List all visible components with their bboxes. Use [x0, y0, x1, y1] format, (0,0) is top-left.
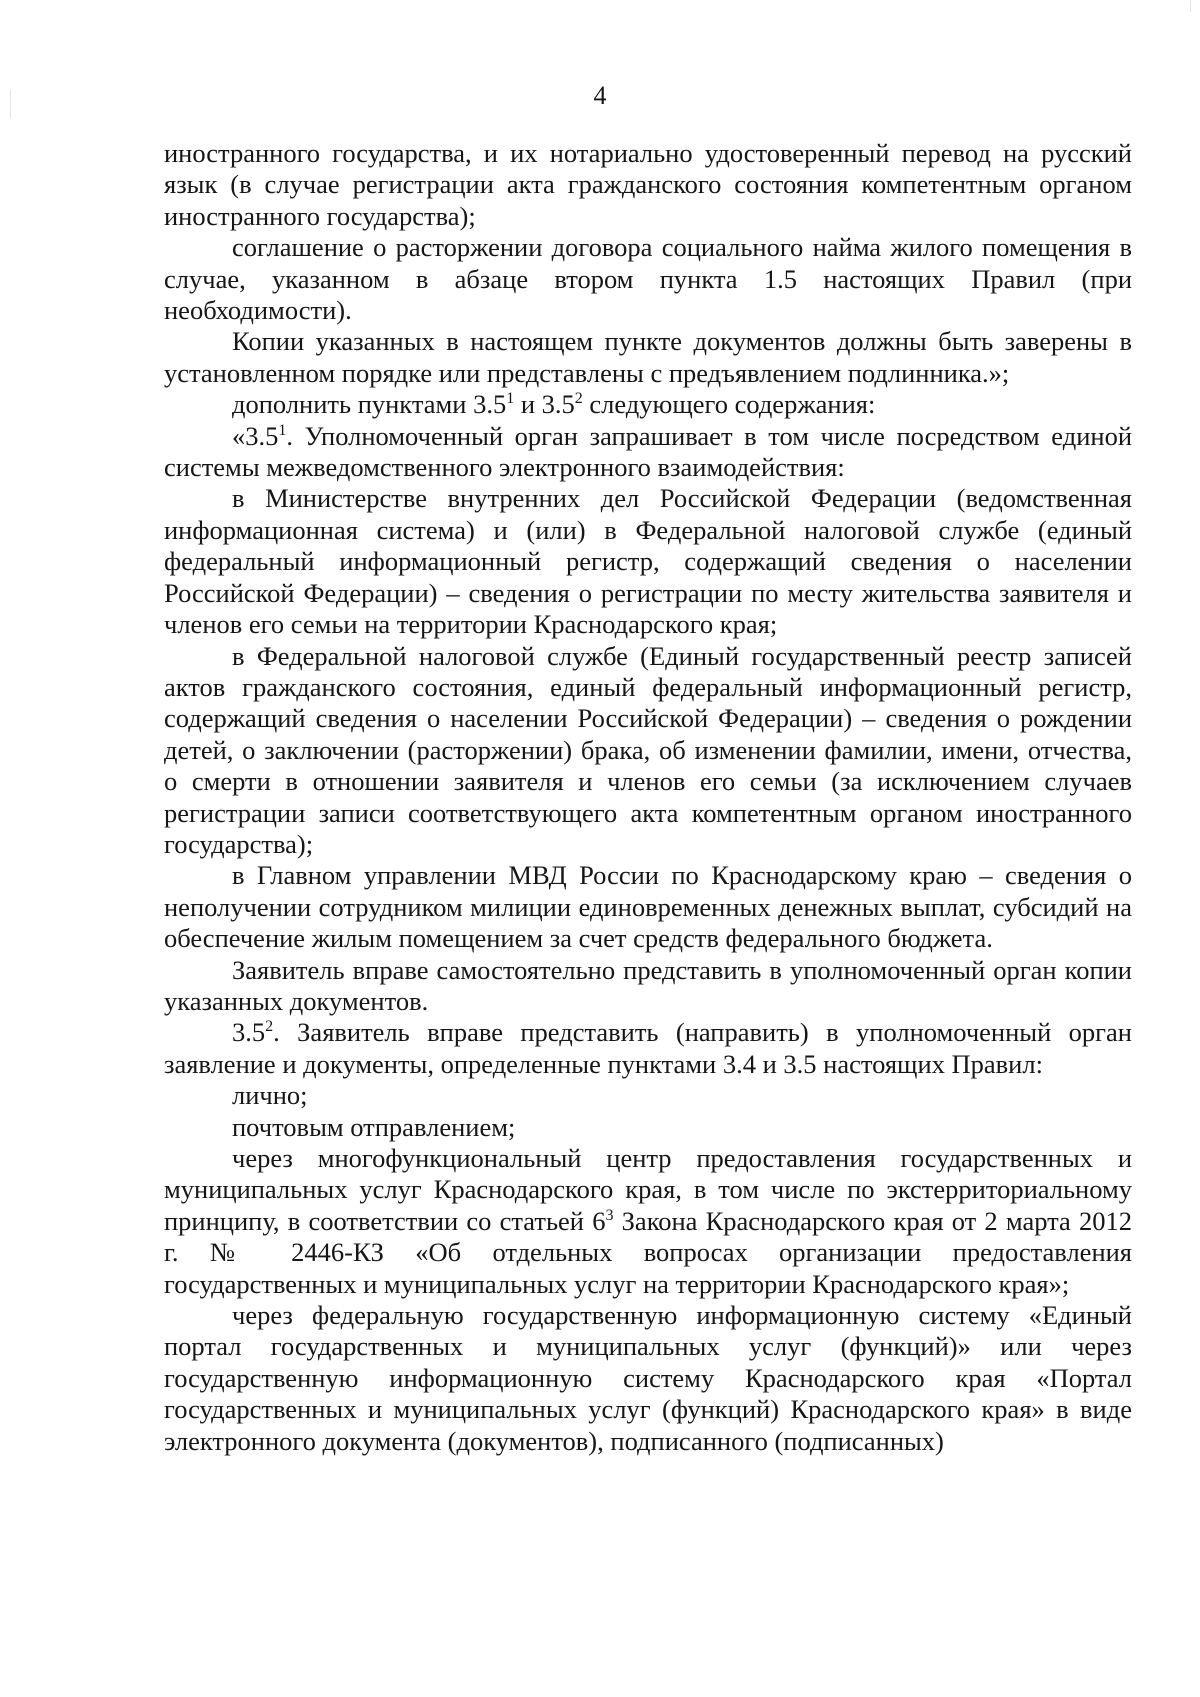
paragraph-text: . Заявитель вправе представить (направить) в уполномоченный орган заявление и документы, определенные пунктами 3.4 и 3.5 настоящих Правил: [164, 1017, 1132, 1079]
document-paragraph [164, 389, 1132, 420]
document-paragraph [164, 1017, 1132, 1080]
document-paragraph: иностранного государства, и их нотариально удостоверенный перевод на русский язык (в случае регистрации акта гражданского состояния компетентным органом иностранного государства); [164, 138, 1132, 231]
superscript: 1 [278, 421, 287, 439]
superscript: 2 [574, 390, 583, 408]
document-paragraph: в Главном управлении МВД России по Краснодарскому краю – сведения о неполучении сотрудником милиции единовременных денежных выплат, субсидий на обеспечение жилым помещением за счет средств федерального бюджета. [164, 860, 1132, 954]
document-paragraph: почтовым отправлением; [232, 1111, 516, 1142]
paragraph-text: и 3.5 [514, 389, 575, 420]
paragraph-text: 3.5 [232, 1017, 266, 1048]
page-number: 4 [593, 81, 607, 110]
superscript: 1 [506, 390, 515, 408]
document-body [164, 138, 1132, 1457]
superscript: 2 [265, 1018, 274, 1036]
paragraph-text: дополнить пунктами 3.5 [232, 389, 507, 420]
document-paragraph: через федеральную государственную информационную систему «Единый портал государственных и муниципальных услуг (функций)» или через государственную информационную систему Краснодарского края «Портал государственных и муниципальных услуг (функций) Краснодарского края» в виде электронного документа (документов), подписанного (подписанных) [164, 1300, 1132, 1456]
document-paragraph: в Министерстве внутренних дел Российской Федерации (ведомственная информационная система) и (или) в Федеральной налоговой службе (единый федеральный информационный регистр, содержащий сведения о населении Российской Федерации) – сведения о регистрации по месту жительства заявителя и членов его семьи на территории Краснодарского края; [164, 483, 1132, 640]
paragraph-text: . Уполномоченный орган запрашивает в том числе посредством единой системы межведомственного электронного взаимодействия: [164, 420, 1132, 483]
paragraph-text: следующего содержания: [582, 389, 876, 420]
paragraph-text: «3.5 [232, 420, 279, 451]
superscript: 3 [605, 1206, 614, 1224]
document-paragraph: Копии указанных в настоящем пункте документов должны быть заверены в установленном порядке или представлены с предъявлением подлинника.»; [164, 326, 1132, 388]
paragraph-text: Закона Краснодарского края от 2 марта 2012 г. № 2446-КЗ «Об отдельных вопросах организации предоставления государственных и муниципальных услуг на территории Краснодарского края»; [164, 1205, 1132, 1299]
document-paragraph: Заявитель вправе самостоятельно представить в уполномоченный орган копии указанных документов. [164, 954, 1132, 1016]
document-paragraph [164, 421, 1132, 484]
scan-edge-mark [1190, 0, 1191, 12]
paragraph-text: через многофункциональный центр предоставления государственных и муниципальных услуг Краснодарского края, в том числе по экстерриториальному принципу, в соответствии со статьей 6 [164, 1143, 1132, 1236]
document-paragraph: в Федеральной налоговой службе (Единый государственный реестр записей актов гражданского состояния, единый федеральный информационный регистр, содержащий сведения о населении Российской Федерации) – сведения о рождении детей, о заключении (расторжении) брака, об изменении фамилии, имени, отчества, о смерти в отношении заявителя и членов его семьи (за исключением случаев регистрации записи соответствующего акта компетентным органом иностранного государства); [164, 640, 1132, 859]
document-paragraph: соглашение о расторжении договора социального найма жилого помещения в случае, указанном в абзаце втором пункта 1.5 настоящих Правил (при необходимости). [164, 232, 1132, 326]
document-paragraph: лично; [232, 1080, 308, 1111]
document-paragraph [164, 1143, 1132, 1300]
